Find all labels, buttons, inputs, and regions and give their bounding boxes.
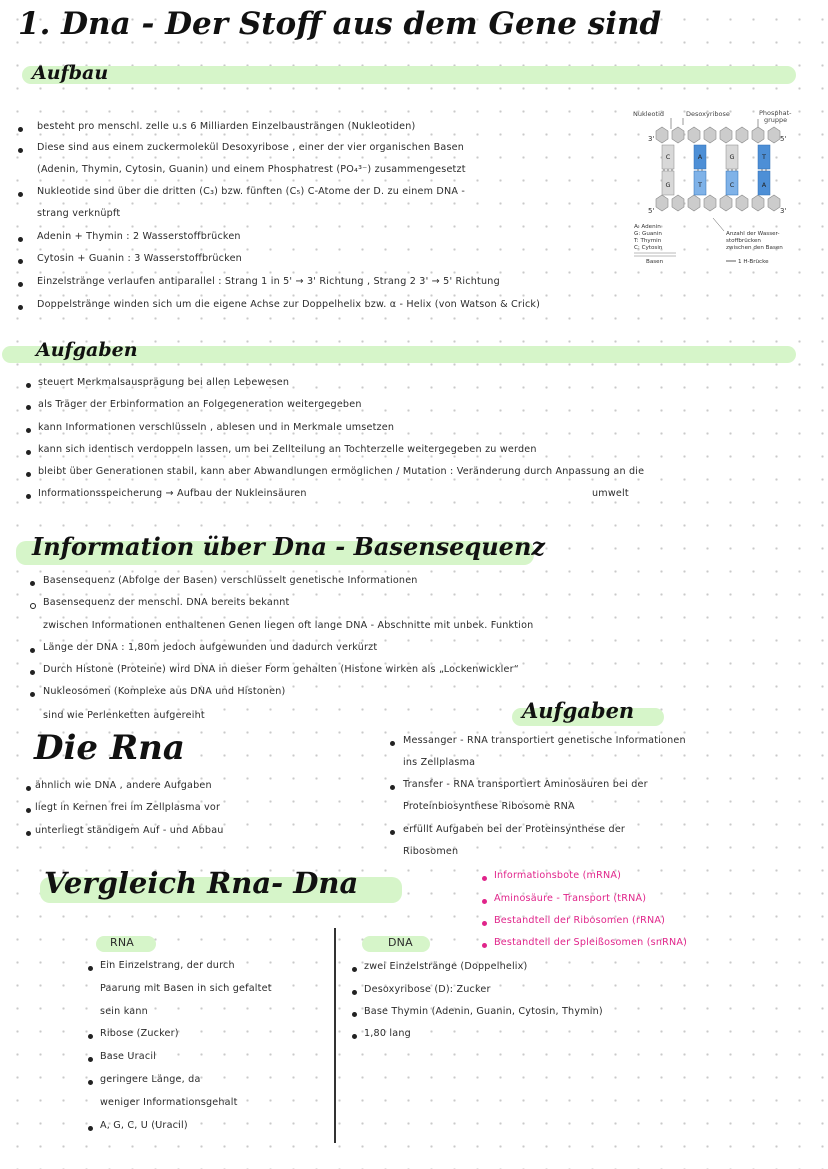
bullet bbox=[352, 967, 357, 972]
list-item: Nukleosomen (Komplexe aus DNA und Histonen) bbox=[43, 686, 286, 697]
list-item: Doppelstränge winden sich um die eigene Achse zur Doppelhelix bzw. α - Helix (von Watson & Crick) bbox=[37, 299, 541, 310]
dna-structure-figure bbox=[628, 103, 798, 275]
list-item: Ribose (Zucker) bbox=[100, 1028, 179, 1039]
list-item: Einzelstränge verlaufen antiparallel : Strang 1 in 5' → 3' Richtung , Strang 2 3' → 5' Richtung bbox=[37, 276, 500, 287]
bullet bbox=[30, 670, 35, 675]
figure-hbridge-label: 1 H-Brücke bbox=[738, 259, 769, 265]
bullet bbox=[18, 192, 23, 197]
continuation-text: umwelt bbox=[592, 488, 629, 499]
bullet bbox=[26, 786, 31, 791]
list-item: Informationsspeicherung → Aufbau der Nukleinsäuren bbox=[38, 488, 307, 499]
bullet bbox=[26, 383, 31, 388]
figure-hbonds-line: stoffbrücken bbox=[726, 238, 761, 244]
figure-legend-item: T: Thymin bbox=[634, 238, 662, 244]
list-item: Desoxyribose (D): Zucker bbox=[364, 984, 491, 995]
list-item: ins Zellplasma bbox=[403, 757, 476, 768]
bullet bbox=[30, 648, 35, 653]
bullet bbox=[482, 899, 487, 904]
list-item: bleibt über Generationen stabil, kann aber Abwandlungen ermöglichen / Mutation : Veränderung durch Anpassung an die bbox=[38, 466, 645, 477]
aufbau-highlight bbox=[22, 66, 796, 84]
bullet bbox=[26, 494, 31, 499]
bullet bbox=[26, 831, 31, 836]
bullet bbox=[30, 603, 36, 609]
bullet bbox=[88, 1034, 93, 1039]
bullet bbox=[26, 808, 31, 813]
figure-end-5-top: 5' bbox=[780, 135, 787, 143]
bullet bbox=[390, 785, 395, 790]
bullet bbox=[18, 259, 23, 264]
column-divider bbox=[334, 928, 336, 1143]
figure-hbonds-line: zwischen den Basen bbox=[726, 245, 783, 251]
bullet bbox=[30, 581, 35, 586]
list-item: Aminosäure - Transport (tRNA) bbox=[494, 893, 647, 904]
list-item: besteht pro menschl. zelle u.s 6 Milliarden Einzelbausträngen (Nukleotiden) bbox=[37, 121, 416, 132]
vergleich-heading: Vergleich Rna- Dna bbox=[44, 866, 359, 900]
list-item: als Träger der Erbinformation an Folgegeneration weitergegeben bbox=[38, 399, 362, 410]
figure-end-5-bottom: 5' bbox=[648, 207, 655, 215]
figure-base-top-3: G bbox=[729, 153, 735, 161]
list-item: Proteinbiosynthese Ribosome RNA bbox=[403, 801, 575, 812]
aufgaben-heading: Aufgaben bbox=[36, 339, 138, 361]
list-item: kann sich identisch verdoppeln lassen, um bei Zellteilung an Tochterzelle weitergegeben zu werden bbox=[38, 444, 537, 455]
figure-label-phosphat bbox=[759, 109, 794, 124]
bullet bbox=[88, 1126, 93, 1131]
bullet bbox=[482, 876, 487, 881]
list-item: strang verknüpft bbox=[37, 208, 121, 219]
list-item: Bestandteil der Spleißosomen (snRNA) bbox=[494, 937, 688, 948]
figure-hbonds-label bbox=[726, 231, 783, 251]
bullet bbox=[18, 282, 23, 287]
figure-legend-item: C: Cytosin bbox=[634, 245, 663, 251]
list-item: unterliegt ständigem Auf - und Abbau bbox=[35, 825, 224, 836]
figure-legend-item: A: Adenin bbox=[634, 224, 661, 230]
figure-label-nukleotid: Nukleotid bbox=[633, 110, 665, 118]
list-item: Messanger - RNA transportiert genetische Informationen bbox=[403, 735, 686, 746]
bullet bbox=[26, 405, 31, 410]
aufbau-heading: Aufbau bbox=[32, 62, 109, 84]
bullet bbox=[482, 921, 487, 926]
figure-end-3-bottom: 3' bbox=[780, 207, 787, 215]
list-item: Basensequenz (Abfolge der Basen) verschlüsselt genetische Informationen bbox=[43, 575, 418, 586]
figure-label-phosphat-line: Phosphat- bbox=[759, 109, 792, 117]
list-item: Bestandteil der Ribosomen (rRNA) bbox=[494, 915, 666, 926]
list-item: Transfer - RNA transportiert Aminosäuren bei der bbox=[403, 779, 648, 790]
page-title: 1. Dna - Der Stoff aus dem Gene sind bbox=[18, 6, 662, 42]
list-item: sind wie Perlenketten aufgereiht bbox=[43, 710, 205, 721]
bullet bbox=[482, 943, 487, 948]
list-item: 1,80 lang bbox=[364, 1028, 411, 1039]
bullet bbox=[88, 966, 93, 971]
bullet bbox=[352, 1034, 357, 1039]
figure-end-3-top: 3' bbox=[648, 135, 655, 143]
bullet bbox=[30, 692, 35, 697]
bullet bbox=[18, 148, 23, 153]
list-item: geringere Länge, da bbox=[100, 1074, 201, 1085]
bullet bbox=[352, 990, 357, 995]
list-item: weniger Informationsgehalt bbox=[100, 1097, 238, 1108]
figure-base-bottom-2: T bbox=[698, 181, 702, 189]
list-item: Paarung mit Basen in sich gefaltet bbox=[100, 983, 272, 994]
list-item: A, G, C, U (Uracil) bbox=[100, 1120, 188, 1131]
figure-base-bottom-3: C bbox=[729, 181, 735, 189]
bullet bbox=[18, 305, 23, 310]
list-item: liegt in Kernen frei im Zellplasma vor bbox=[35, 802, 221, 813]
dna-column-label: DNA bbox=[388, 936, 413, 949]
figure-legend-title: Basen bbox=[646, 259, 664, 265]
figure-legend-item: G: Guanin bbox=[634, 231, 662, 237]
bullet bbox=[26, 472, 31, 477]
figure-label-desoxyribose: Desoxyribose bbox=[686, 110, 730, 118]
bullet bbox=[18, 127, 23, 132]
list-item: erfüllt Aufgaben bei der Proteinsynthese der bbox=[403, 824, 626, 835]
figure-base-top-2: A bbox=[697, 153, 703, 161]
list-item: ähnlich wie DNA , andere Aufgaben bbox=[35, 780, 212, 791]
figure-base-bottom-4: A bbox=[761, 181, 767, 189]
bullet bbox=[390, 741, 395, 746]
rna-heading: Die Rna bbox=[34, 728, 185, 768]
list-item: Durch Histone (Proteine) wird DNA in dieser Form gehalten (Histone wirken als „Lockenwickler“ bbox=[43, 664, 519, 675]
list-item: Adenin + Thymin : 2 Wasserstoffbrücken bbox=[37, 231, 241, 242]
rna-column-label: RNA bbox=[110, 936, 134, 949]
figure-base-top-1: C bbox=[665, 153, 671, 161]
list-item: steuert Merkmalsausprägung bei allen Lebewesen bbox=[38, 377, 290, 388]
bullet bbox=[88, 1080, 93, 1085]
figure-label-phosphat-line: gruppe bbox=[764, 116, 788, 124]
figure-base-top-4: T bbox=[762, 153, 766, 161]
list-item: zwischen Informationen enthaltenen Genen liegen oft lange DNA - Abschnitte mit unbek. Funktion bbox=[43, 620, 534, 631]
info-heading: Information über Dna - Basensequenz bbox=[32, 532, 546, 561]
bullet bbox=[352, 1012, 357, 1017]
list-item: Nukleotide sind über die dritten (C₃) bzw. fünften (C₅) C-Atome der D. zu einem DNA - bbox=[37, 186, 466, 197]
list-item: zwei Einzelstränge (Doppelhelix) bbox=[364, 961, 528, 972]
list-item: Länge der DNA : 1,80m jedoch aufgewunden und dadurch verkürzt bbox=[43, 642, 378, 653]
figure-base-bottom-1: G bbox=[665, 181, 671, 189]
list-item: Ein Einzelstrang, der durch bbox=[100, 960, 235, 971]
aufgaben2-heading: Aufgaben bbox=[522, 698, 635, 723]
list-item: sein kann bbox=[100, 1006, 148, 1017]
figure-hbonds-line: Anzahl der Wasser- bbox=[726, 231, 780, 237]
bullet bbox=[88, 1057, 93, 1062]
bullet bbox=[18, 237, 23, 242]
list-item: Base Uracil bbox=[100, 1051, 157, 1062]
bullet bbox=[26, 428, 31, 433]
list-item: Diese sind aus einem zuckermolekül Desoxyribose , einer der vier organischen Basen bbox=[37, 142, 465, 153]
list-item: kann Informationen verschlüsseln , ablesen und in Merkmale umsetzen bbox=[38, 422, 395, 433]
list-item: (Adenin, Thymin, Cytosin, Guanin) und einem Phosphatrest (PO₄³⁻) zusammengesetzt bbox=[37, 164, 466, 175]
list-item: Cytosin + Guanin : 3 Wasserstoffbrücken bbox=[37, 253, 242, 264]
bullet bbox=[26, 450, 31, 455]
list-item: Ribosomen bbox=[403, 846, 459, 857]
list-item: Base Thymin (Adenin, Guanin, Cytosin, Thymin) bbox=[364, 1006, 603, 1017]
list-item: Basensequenz der menschl. DNA bereits bekannt bbox=[43, 597, 290, 608]
list-item: Informationsbote (mRNA) bbox=[494, 870, 622, 881]
bullet bbox=[390, 830, 395, 835]
